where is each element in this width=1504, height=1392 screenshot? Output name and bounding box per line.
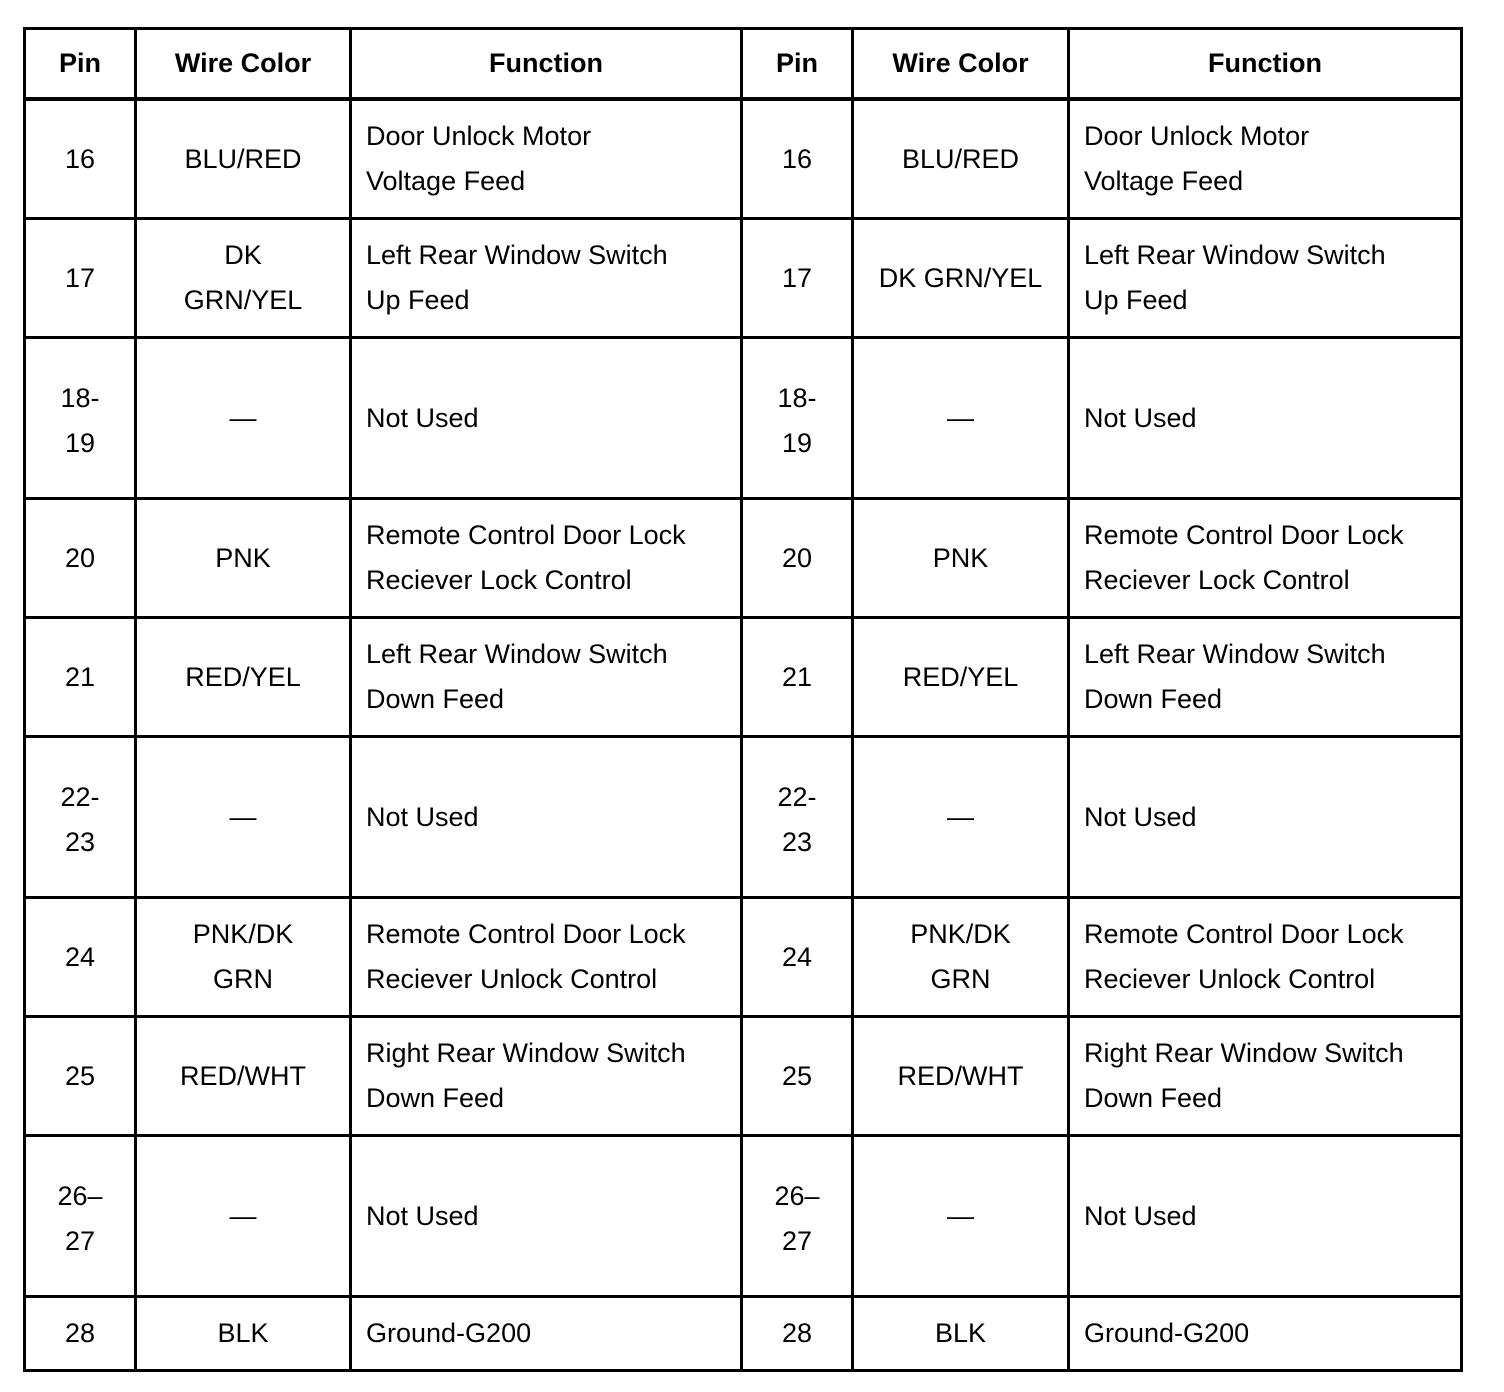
function-cell: Left Rear Window Switch Up Feed xyxy=(1069,219,1462,338)
header-function: Function xyxy=(351,29,742,100)
pin-cell: 18- 19 xyxy=(25,338,136,499)
wire-color-cell: — xyxy=(853,1136,1069,1297)
function-cell: Not Used xyxy=(351,737,742,898)
wire-color-cell: BLU/RED xyxy=(136,99,351,219)
wire-color-cell: RED/WHT xyxy=(853,1017,1069,1136)
wire-color-cell: — xyxy=(136,338,351,499)
function-cell: Left Rear Window Switch Up Feed xyxy=(351,219,742,338)
function-cell: Remote Control Door Lock Reciever Unlock Control xyxy=(351,898,742,1017)
header-wire-color: Wire Color xyxy=(136,29,351,100)
header-pin: Pin xyxy=(25,29,136,100)
function-cell: Door Unlock Motor Voltage Feed xyxy=(351,99,742,219)
function-cell: Not Used xyxy=(351,338,742,499)
wire-color-cell: DK GRN/YEL xyxy=(136,219,351,338)
pin-cell: 21 xyxy=(742,618,853,737)
pin-cell: 26– 27 xyxy=(742,1136,853,1297)
function-cell: Ground-G200 xyxy=(1069,1297,1462,1371)
pin-cell: 16 xyxy=(742,99,853,219)
header-wire-color-right: Wire Color xyxy=(853,29,1069,100)
table-row xyxy=(25,1136,1462,1297)
pin-cell: 16 xyxy=(25,99,136,219)
wire-color-cell: — xyxy=(853,737,1069,898)
function-cell: Not Used xyxy=(351,1136,742,1297)
wire-color-cell: RED/YEL xyxy=(136,618,351,737)
table-row xyxy=(25,898,1462,1017)
function-cell: Right Rear Window Switch Down Feed xyxy=(351,1017,742,1136)
table-row xyxy=(25,338,1462,499)
pin-cell: 28 xyxy=(742,1297,853,1371)
wire-color-cell: RED/YEL xyxy=(853,618,1069,737)
pin-cell: 26– 27 xyxy=(25,1136,136,1297)
function-cell: Not Used xyxy=(1069,338,1462,499)
wire-color-cell: RED/WHT xyxy=(136,1017,351,1136)
header-function-right: Function xyxy=(1069,29,1462,100)
pin-cell: 20 xyxy=(742,499,853,618)
table-row xyxy=(25,737,1462,898)
wire-color-cell: PNK/DK GRN xyxy=(853,898,1069,1017)
table-row xyxy=(25,499,1462,618)
pin-cell: 17 xyxy=(742,219,853,338)
wire-color-cell: DK GRN/YEL xyxy=(853,219,1069,338)
function-cell: Ground-G200 xyxy=(351,1297,742,1371)
pin-cell: 24 xyxy=(25,898,136,1017)
pin-cell: 17 xyxy=(25,219,136,338)
table-row xyxy=(25,1017,1462,1136)
wire-color-cell: — xyxy=(136,737,351,898)
table-row xyxy=(25,618,1462,737)
pin-cell: 21 xyxy=(25,618,136,737)
pin-cell: 24 xyxy=(742,898,853,1017)
pin-cell: 22- 23 xyxy=(25,737,136,898)
function-cell: Remote Control Door Lock Reciever Lock Control xyxy=(1069,499,1462,618)
pin-cell: 28 xyxy=(25,1297,136,1371)
table-row xyxy=(25,219,1462,338)
wire-color-cell: PNK/DK GRN xyxy=(136,898,351,1017)
function-cell: Not Used xyxy=(1069,1136,1462,1297)
pin-cell: 20 xyxy=(25,499,136,618)
connector-pinout-table xyxy=(23,27,1463,1372)
function-cell: Left Rear Window Switch Down Feed xyxy=(351,618,742,737)
pin-cell: 25 xyxy=(742,1017,853,1136)
table-row xyxy=(25,1297,1462,1371)
pin-cell: 25 xyxy=(25,1017,136,1136)
wire-color-cell: BLK xyxy=(136,1297,351,1371)
function-cell: Not Used xyxy=(1069,737,1462,898)
wire-color-cell: — xyxy=(853,338,1069,499)
wire-color-cell: BLU/RED xyxy=(853,99,1069,219)
wire-color-cell: PNK xyxy=(853,499,1069,618)
function-cell: Remote Control Door Lock Reciever Unlock Control xyxy=(1069,898,1462,1017)
table-row xyxy=(25,99,1462,219)
header-row xyxy=(25,29,1462,100)
wire-color-cell: BLK xyxy=(853,1297,1069,1371)
function-cell: Door Unlock Motor Voltage Feed xyxy=(1069,99,1462,219)
header-pin-right: Pin xyxy=(742,29,853,100)
wire-color-cell: — xyxy=(136,1136,351,1297)
wire-color-cell: PNK xyxy=(136,499,351,618)
function-cell: Remote Control Door Lock Reciever Lock Control xyxy=(351,499,742,618)
function-cell: Left Rear Window Switch Down Feed xyxy=(1069,618,1462,737)
pin-cell: 18- 19 xyxy=(742,338,853,499)
pin-cell: 22- 23 xyxy=(742,737,853,898)
function-cell: Right Rear Window Switch Down Feed xyxy=(1069,1017,1462,1136)
